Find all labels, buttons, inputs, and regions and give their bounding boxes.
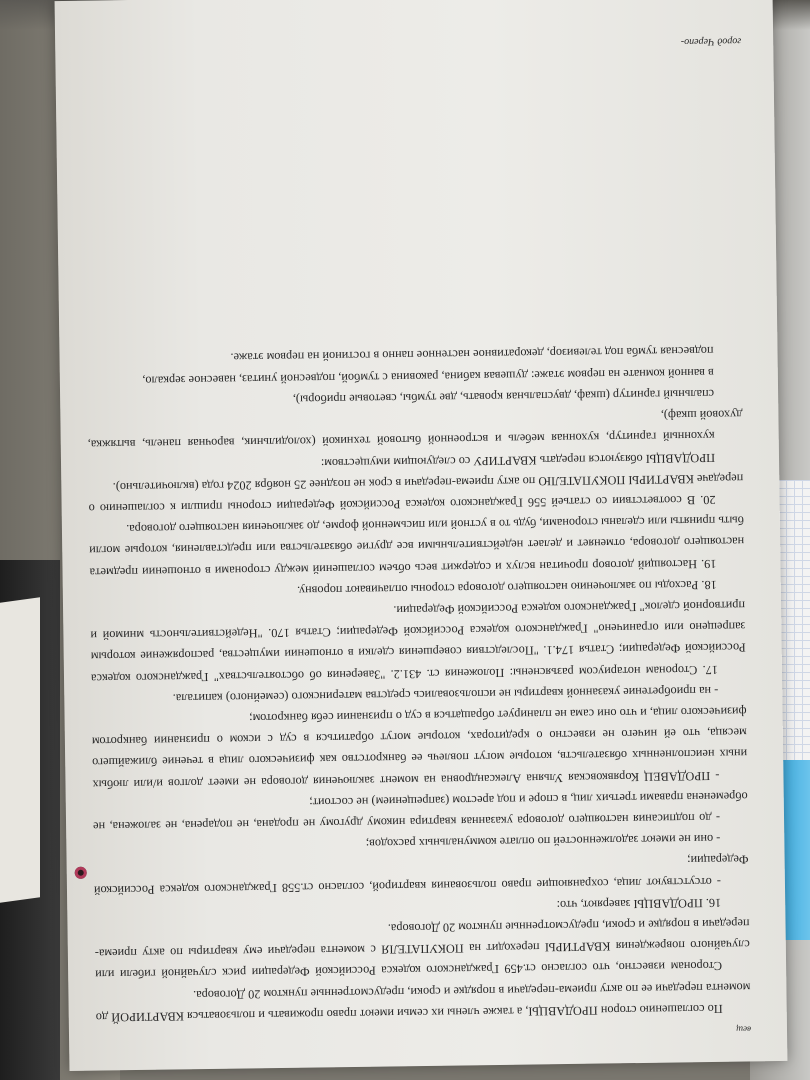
page-footer: город Черепо- [680, 35, 742, 48]
property-item-bathroom: в ванной комнате на первом этаже: душевая кабина, раковина с тумбой, подвесной унитаз, навесное зеркало, [142, 365, 714, 388]
paragraph-16-item-1: - отсутствуют лица, сохраняющие право пользования квартирой, согласно ст.558 Гражданского кодекса Российской Федерации; [93, 852, 749, 898]
paragraph-risk-transfer: Сторонам известно, что согласно ст.459 Гражданского кодекса Российской Федерации риск случайной гибели или случайного повреждения КВАРТИРЫ переходит на ПОКУПАТЕЛЯ с момента передачи ему квартиры по акту приема-передачи в порядке и сроки, предусмотренные пунктом 20 Договора. [94, 916, 750, 982]
paragraph-16-item-5: - на приобретение указанной квартиры не использовались средства материнского (семейного) капитала. [172, 683, 719, 706]
document-content-rotated [55, 0, 788, 1071]
paragraph-18: 18. Расходы по заключению настоящего договора стороны оплачивают поровну. [296, 577, 717, 598]
paragraph-20: 20. В соответствии со статьей 556 Гражданского кодекса Российской Федерации стороны пришли к соглашению о передаче КВАРТИРЫ ПОКУПАТЕЛЮ по акту приема-передачи в срок не позднее 25 ноября 2024 года (включительно). [88, 471, 744, 516]
paragraph-16-item-4: - ПРОДАВЕЦ Корявковская Ульяна Александровна на момент заключения договора не имеет долгов и/или любых иных неисполненных обязательств, которые могут повлечь ее банкротство как физического лица в течение ближайшего месяца, что ей ничего не известно о кредиторах, которые могут обратиться в суд с иском о признании банкротом физического лица, и что они сама не планирует обращаться в суд о признании себя банкротом; [91, 704, 748, 792]
binder-sheet [0, 597, 40, 903]
paragraph-right-of-residence: По соглашению сторон ПРОДАВЦЫ, а также члены их семьи имеют право проживать и пользоваться КВАРТИРОЙ до момента передачи ее по акту приема-передачи в порядке и сроки, предусмотренные пунктом 20 Договора. [95, 980, 751, 1025]
paragraph-16-item-2: - они не имеют задолженностей по оплате коммунальных расходов; [365, 832, 721, 851]
header-fragment: вещ [736, 1024, 752, 1035]
paragraph-16-item-3: - до подписания настоящего договора указанная квартира никому другому не продана, не подарена, не заложена, не обременена правами третьих лиц, в споре и под арестом (запрещением) не состоит; [92, 789, 748, 834]
document-page [55, 0, 788, 1071]
property-item-kitchen: кухонный гарнитур, кухонная мебель и встроенной бытовой техникой (холодильник, варочная панель, вытяжка, духовой шкаф), [87, 407, 743, 452]
paragraph-19: 19. Настоящий договор прочитан вслух и содержит весь объем соглашений между сторонами в отношении предмета настоящего договора, отменяет и делает недействительными все другие обязательства или представления, которые могли быть приняты или сделаны сторонами, будь то в устной или письменной форме, до заключения настоящего договора. [89, 513, 745, 580]
punch-hole [75, 867, 87, 879]
paragraph-property-heading: ПРОДАВЦЫ обязуются передать КВАРТИРУ со следующим имуществом: [320, 450, 716, 470]
paragraph-17: 17. Сторонам нотариусом разъяснены: Положения ст. 431.2. "Заверения об обстоятельствах" Гражданского кодекса Российской Федерации; Статья 174.1. "Последствия совершения сделки в отношении имущества, распоряжение которым запрещено или ограничено" Гражданского кодекса Российской Федерации; Статья 170. "Недействительность мнимой и притворной сделок" Гражданского кодекса Российской Федерации. [90, 598, 746, 686]
paragraph-16-heading: 16. ПРОДАВЦЫ заверяют, что: [556, 895, 722, 912]
property-item-tv-stand: подвесная тумба под телевизор, декоративное настенное панно в гостиной на первом этаже. [230, 344, 714, 366]
document-body [86, 340, 751, 1049]
property-item-bedroom: спальный гарнитур (шкаф, двуспальная кровать, две тумбы, световые приборы), [292, 386, 715, 407]
